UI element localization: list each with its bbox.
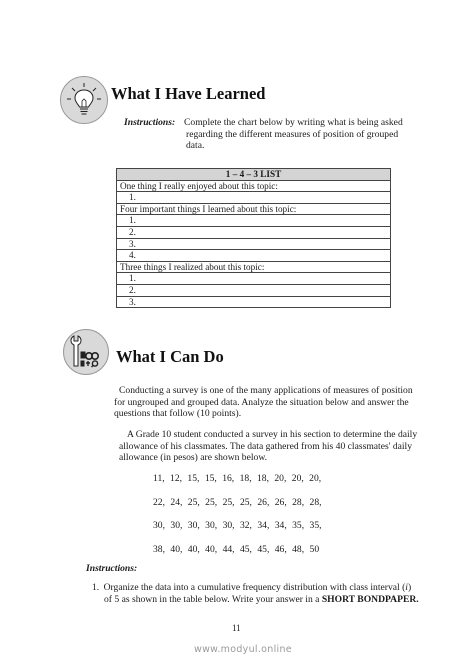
paragraph-line: for ungrouped and grouped data. Analyze the situation below and answer the (114, 396, 409, 408)
instructions-line: regarding the different measures of position of grouped (186, 128, 399, 140)
table-row (117, 284, 391, 296)
item-text: Organize the data into a cumulative frequency distribution with class interval ( (103, 582, 406, 593)
list-prompt-cell: One thing I really enjoyed about this topic: (117, 180, 391, 192)
item-1-line-2 (92, 594, 422, 606)
table-row (117, 296, 391, 308)
item-1-line-1 (92, 582, 422, 594)
list-entry-cell: 1. (117, 273, 391, 285)
list-entry-cell: 1. (117, 215, 391, 227)
table-row (117, 203, 391, 215)
tools-icon-badge (63, 329, 109, 375)
table-row (117, 215, 391, 227)
list-prompt-cell: Four important things I learned about this topic: (117, 203, 391, 215)
one-four-three-list-table (116, 168, 391, 308)
table-row (117, 250, 391, 262)
paragraph-line: allowance (in pesos) are shown below. (119, 452, 268, 464)
item-text: ) (407, 582, 412, 593)
table-row (117, 180, 391, 192)
table-row (117, 226, 391, 238)
paragraph-line: A Grade 10 student conducted a survey in his section to determine the daily (127, 429, 418, 440)
instructions-label: Instructions: (124, 117, 176, 128)
instructions-line: Complete the chart below by writing what is being asked (184, 117, 403, 128)
lightbulb-icon-badge (60, 76, 108, 124)
list-entry-cell: 3. (117, 238, 391, 250)
paragraph-line: Conducting a survey is one of the many applications of measures of position (119, 385, 413, 396)
tools-icon (64, 330, 108, 374)
data-row-2: 22, 24, 25, 25, 25, 25, 26, 26, 28, 28, (153, 497, 322, 508)
list-prompt-cell: Three things I realized about this topic: (117, 261, 391, 273)
instructions-label-2: Instructions: (86, 563, 138, 574)
table-header: 1 – 4 – 3 LIST (117, 169, 391, 181)
list-entry-cell: 3. (117, 296, 391, 308)
paragraph-line: questions that follow (10 points). (114, 408, 242, 420)
instruction-item-1 (92, 582, 422, 605)
table-row (117, 261, 391, 273)
item-text-bold: SHORT BONDPAPER. (321, 593, 419, 605)
table-row (117, 192, 391, 204)
lightbulb-icon (61, 77, 107, 123)
table-row (117, 238, 391, 250)
table-header-row (117, 169, 391, 181)
intro-paragraph (114, 385, 414, 420)
item-number: 1. (92, 582, 100, 593)
list-entry-cell: 2. (117, 226, 391, 238)
data-row-4: 38, 40, 40, 40, 44, 45, 45, 46, 48, 50 (153, 544, 320, 555)
item-text-italic: i (405, 582, 408, 593)
data-row-1: 11, 12, 15, 15, 16, 18, 18, 20, 20, 20, (153, 473, 322, 484)
list-entry-cell: 1. (117, 192, 391, 204)
page-number: 11 (232, 623, 241, 633)
instructions-line: data. (186, 140, 205, 151)
section-title-what-i-have-learned: What I Have Learned (111, 84, 266, 103)
list-entry-cell: 2. (117, 284, 391, 296)
watermark: www.modyul.online (194, 644, 292, 655)
paragraph-line: allowance of his classmates. The data gathered from his 40 classmates' daily (119, 440, 413, 452)
table-row (117, 273, 391, 285)
survey-paragraph (119, 429, 422, 464)
instructions-text (184, 117, 414, 152)
item-text: of 5 as shown in the table below. Write your answer in a (104, 593, 322, 605)
data-row-3: 30, 30, 30, 30, 30, 32, 34, 34, 35, 35, (153, 520, 322, 531)
section-title-what-i-can-do: What I Can Do (116, 347, 224, 366)
list-entry-cell: 4. (117, 250, 391, 262)
